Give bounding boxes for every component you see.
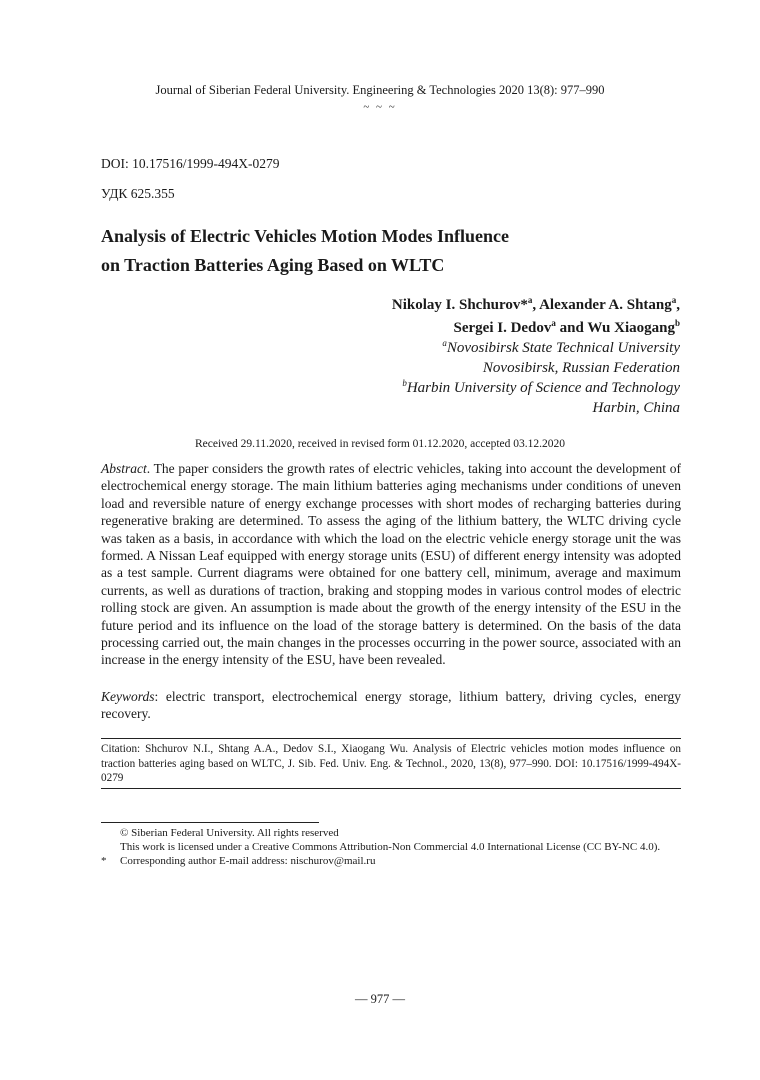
footnote-copyright: © Siberian Federal University. All rights reserved: [120, 827, 339, 839]
keywords-label: Keywords: [101, 689, 155, 704]
keywords: [101, 688, 681, 723]
keywords-text: : electric transport, electrochemical energy storage, lithium battery, driving cycles, energy recovery.: [101, 689, 681, 722]
citation-bottom-rule: [101, 788, 681, 789]
received-dates: Received 29.11.2020, received in revised form 01.12.2020, accepted 03.12.2020: [194, 438, 566, 450]
author-xiaogang: and Wu Xiaogang: [555, 320, 675, 336]
affiliation-sup: a: [442, 338, 447, 348]
author-shchurov: Nikolay I. Shchurov*: [391, 297, 528, 313]
author-separator: ,: [676, 297, 680, 313]
affiliation-a-text: Novosibirsk State Technical University: [446, 340, 680, 356]
affiliation-b-text: Harbin University of Science and Technology: [406, 380, 680, 396]
author-sup: a: [551, 318, 556, 328]
udk-code: УДК 625.355: [101, 186, 175, 201]
page-number: — 977 —: [355, 992, 405, 1006]
citation-top-rule: [101, 738, 681, 739]
affiliation-b-city: Harbin, China: [592, 400, 680, 416]
author-sup: a: [527, 295, 533, 305]
author-sup: b: [674, 318, 680, 328]
doi: DOI: 10.17516/1999-494X-0279: [101, 156, 280, 171]
header-ornament: ~ ~ ~: [363, 101, 397, 113]
affiliation-sup: b: [402, 378, 407, 388]
author-sup: a: [671, 295, 677, 305]
citation: Citation: Shchurov N.I., Shtang A.A., Dedov S.I., Xiaogang Wu. Analysis of Electric vehicles motion modes influence on traction batteries aging based on WLTC, J. Sib. Fed. Univ. Eng. & Technol., 2020, 13(8), 977–990. DOI: 10.17516/1999-494X-0279: [101, 743, 681, 784]
journal-header: Journal of Siberian Federal University. Engineering & Technologies 2020 13(8): 977–990: [155, 83, 605, 97]
footnote-star: *: [101, 855, 107, 867]
abstract-label: Abstract: [101, 461, 147, 476]
paper-title-line-2: on Traction Batteries Aging Based on WLTC: [101, 255, 445, 275]
authors-line-1: [392, 293, 680, 317]
paper-title-line-1: Analysis of Electric Vehicles Motion Modes Influence: [101, 226, 509, 246]
footnote-license: This work is licensed under a Creative Commons Attribution-Non Commercial 4.0 International License (CC BY-NC 4.0).: [120, 841, 661, 853]
affiliation-a-city: Novosibirsk, Russian Federation: [482, 360, 680, 376]
author-dedov: Sergei I. Dedov: [453, 320, 552, 336]
affiliation-a-name: [442, 338, 680, 358]
abstract: [101, 460, 681, 669]
footnote-corresponding: Corresponding author E-mail address: nischurov@mail.ru: [120, 855, 376, 867]
footnote-rule: [101, 822, 319, 823]
author-shtang: , Alexander A. Shtang: [532, 297, 672, 313]
affiliation-b-name: [402, 378, 680, 398]
abstract-text: . The paper considers the growth rates of electric vehicles, taking into account the development of electrochemical energy storage. The main lithium batteries aging mechanisms under conditions of uneven load and reversible nature of energy exchange processes with short modes of recharging batteries during regenerative braking are determined. To assess the aging of the lithium battery, the WLTC driving cycle was taken as a basis, in accordance with which the load on the electric vehicle energy storage unit the was formed. A Nissan Leaf equipped with energy storage units (ESU) of different energy intensity was adopted as a test sample. Current diagrams were obtained for one battery cell, minimum, average and maximum currents, as well as durations of traction, braking and stopping modes in various control modes of electric rolling stock are given. An assumption is made about the growth of the energy intensity of the ESU in the future period and its influence on the load of the storage battery is determined. On the basis of the data processing carried out, the main changes in the processes occurring in the power source, associated with an increase in the energy intensity of the ESU, have been revealed.: [101, 461, 681, 668]
authors-line-2: [454, 316, 681, 340]
